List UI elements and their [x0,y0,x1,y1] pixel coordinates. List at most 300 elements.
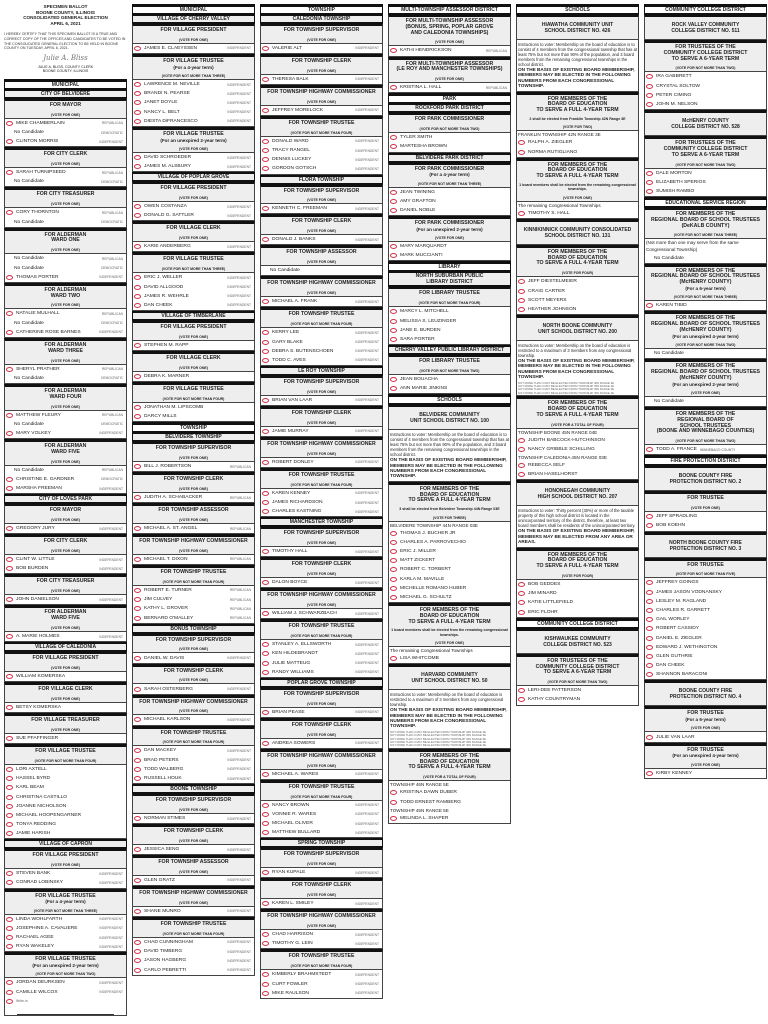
candidate-row[interactable] [517,470,638,479]
vote-oval-icon[interactable] [262,299,269,304]
vote-oval-icon[interactable] [134,847,141,852]
vote-oval-icon[interactable] [134,303,141,308]
candidate-row[interactable] [5,429,126,438]
candidate-row[interactable] [5,119,126,128]
candidate-row[interactable] [389,335,510,344]
vote-oval-icon[interactable] [6,705,13,710]
candidate-row[interactable] [133,273,254,282]
candidate-row[interactable] [645,100,766,109]
candidate-row[interactable] [5,273,126,282]
vote-oval-icon[interactable] [262,661,269,666]
candidate-row[interactable] [261,235,382,244]
vote-oval-icon[interactable] [134,405,141,410]
candidate-row[interactable] [645,732,766,741]
vote-oval-icon[interactable] [262,491,269,496]
candidate-row[interactable] [5,564,126,573]
candidate-row[interactable] [389,565,510,574]
vote-oval-icon[interactable] [518,289,525,294]
vote-oval-icon[interactable] [6,431,13,436]
candidate-row[interactable] [645,82,766,91]
vote-oval-icon[interactable] [518,211,525,216]
candidate-row[interactable] [133,117,254,126]
vote-oval-icon[interactable] [518,610,525,615]
vote-oval-icon[interactable] [134,155,141,160]
candidate-row[interactable] [261,708,382,717]
candidate-row[interactable] [261,75,382,84]
vote-oval-icon[interactable] [390,144,397,149]
vote-oval-icon[interactable] [262,148,269,153]
candidate-row[interactable] [261,328,382,337]
candidate-row[interactable] [5,915,126,924]
candidate-row[interactable] [389,242,510,251]
candidate-row[interactable] [645,578,766,587]
vote-oval-icon[interactable] [134,940,141,945]
vote-oval-icon[interactable] [390,549,397,554]
vote-oval-icon[interactable] [6,917,13,922]
vote-oval-icon[interactable] [262,77,269,82]
vote-oval-icon[interactable] [134,526,141,531]
candidate-row[interactable] [645,445,766,454]
candidate-row[interactable] [517,445,638,454]
candidate-row[interactable] [5,208,126,217]
candidate-row[interactable] [645,521,766,530]
candidate-row[interactable] [5,411,126,420]
candidate-row[interactable] [5,328,126,337]
candidate-row[interactable] [645,91,766,100]
vote-oval-icon[interactable] [518,447,525,452]
vote-oval-icon[interactable] [6,311,13,316]
vote-oval-icon[interactable] [262,670,269,675]
candidate-row[interactable] [389,593,510,602]
vote-oval-icon[interactable] [646,74,653,79]
candidate-row[interactable] [133,98,254,107]
candidate-row[interactable] [389,46,510,55]
candidate-row[interactable] [133,282,254,291]
candidate-row[interactable] [133,493,254,502]
vote-oval-icon[interactable] [262,460,269,465]
candidate-row[interactable] [389,316,510,325]
candidate-row[interactable] [133,586,254,595]
vote-oval-icon[interactable] [134,100,141,105]
candidate-row[interactable] [389,654,510,663]
vote-oval-icon[interactable] [6,880,13,885]
candidate-row[interactable] [389,556,510,565]
candidate-row[interactable] [261,578,382,587]
candidate-row[interactable] [261,739,382,748]
vote-oval-icon[interactable] [262,206,269,211]
vote-oval-icon[interactable] [646,84,653,89]
vote-oval-icon[interactable] [6,776,13,781]
candidate-row[interactable] [5,933,126,942]
candidate-row[interactable] [5,365,126,374]
vote-oval-icon[interactable] [646,599,653,604]
vote-oval-icon[interactable] [6,477,13,482]
vote-oval-icon[interactable] [6,330,13,335]
candidate-row[interactable] [261,297,382,306]
candidate-row[interactable] [389,814,510,823]
vote-oval-icon[interactable] [6,822,13,827]
vote-oval-icon[interactable] [262,772,269,777]
candidate-row[interactable] [5,703,126,712]
vote-oval-icon[interactable] [646,514,653,519]
vote-oval-icon[interactable] [6,526,13,531]
vote-oval-icon[interactable] [134,656,141,661]
vote-oval-icon[interactable] [390,531,397,536]
candidate-row[interactable] [133,947,254,956]
vote-oval-icon[interactable] [262,429,269,434]
candidate-row[interactable] [133,372,254,381]
vote-oval-icon[interactable] [262,46,269,51]
vote-oval-icon[interactable] [134,816,141,821]
vote-oval-icon[interactable] [390,135,397,140]
vote-oval-icon[interactable] [262,901,269,906]
vote-oval-icon[interactable] [6,674,13,679]
vote-oval-icon[interactable] [134,213,141,218]
vote-oval-icon[interactable] [134,909,141,914]
vote-oval-icon[interactable] [262,870,269,875]
vote-oval-icon[interactable] [134,244,141,249]
candidate-row[interactable] [645,615,766,624]
candidate-row[interactable] [133,907,254,916]
vote-oval-icon[interactable] [262,611,269,616]
candidate-row[interactable] [261,970,382,979]
candidate-row[interactable] [133,153,254,162]
candidate-row[interactable] [517,580,638,589]
candidate-row[interactable] [133,108,254,117]
vote-oval-icon[interactable] [646,102,653,107]
vote-oval-icon[interactable] [134,717,141,722]
vote-oval-icon[interactable] [6,831,13,836]
vote-oval-icon[interactable] [390,190,397,195]
candidate-row[interactable] [645,169,766,178]
candidate-row[interactable] [5,792,126,801]
vote-oval-icon[interactable] [390,577,397,582]
vote-oval-icon[interactable] [134,464,141,469]
candidate-row[interactable] [133,44,254,53]
vote-oval-icon[interactable] [518,279,525,284]
vote-oval-icon[interactable] [518,140,525,145]
vote-oval-icon[interactable] [262,803,269,808]
candidate-row[interactable] [5,672,126,681]
candidate-row[interactable] [5,309,126,318]
candidate-row[interactable] [389,788,510,797]
vote-oval-icon[interactable] [134,968,141,973]
vote-oval-icon[interactable] [262,358,269,363]
vote-oval-icon[interactable] [262,166,269,171]
candidate-row[interactable] [645,301,766,310]
candidate-row[interactable] [517,695,638,704]
candidate-row[interactable] [389,83,510,92]
candidate-row[interactable] [645,597,766,606]
candidate-row[interactable] [5,524,126,533]
vote-oval-icon[interactable] [262,941,269,946]
vote-oval-icon[interactable] [134,597,141,602]
candidate-row[interactable] [261,989,382,998]
candidate-row[interactable] [261,458,382,467]
vote-oval-icon[interactable] [518,438,525,443]
vote-oval-icon[interactable] [646,171,653,176]
candidate-row[interactable] [5,802,126,811]
vote-oval-icon[interactable] [6,935,13,940]
candidate-row[interactable] [133,774,254,783]
vote-oval-icon[interactable] [390,656,397,661]
candidate-row[interactable] [389,326,510,335]
vote-oval-icon[interactable] [646,590,653,595]
candidate-row[interactable] [261,356,382,365]
vote-oval-icon[interactable] [646,447,653,452]
candidate-row[interactable] [133,403,254,412]
vote-oval-icon[interactable] [646,93,653,98]
candidate-row[interactable] [133,613,254,622]
candidate-row[interactable] [261,507,382,516]
vote-oval-icon[interactable] [134,164,141,169]
candidate-row[interactable] [261,347,382,356]
candidate-row[interactable] [261,930,382,939]
candidate-row[interactable] [261,547,382,556]
vote-oval-icon[interactable] [134,606,141,611]
vote-oval-icon[interactable] [390,208,397,213]
candidate-row[interactable] [133,715,254,724]
vote-oval-icon[interactable] [646,645,653,650]
vote-oval-icon[interactable] [6,980,13,985]
candidate-row[interactable] [517,305,638,314]
candidate-row[interactable] [261,489,382,498]
candidate-row[interactable] [5,774,126,783]
vote-oval-icon[interactable] [134,82,141,87]
candidate-row[interactable] [645,643,766,652]
vote-oval-icon[interactable] [262,500,269,505]
vote-oval-icon[interactable] [134,687,141,692]
vote-oval-icon[interactable] [134,374,141,379]
vote-oval-icon[interactable] [262,349,269,354]
candidate-row[interactable] [261,939,382,948]
candidate-row[interactable] [261,164,382,173]
vote-oval-icon[interactable] [134,275,141,280]
vote-oval-icon[interactable] [390,595,397,600]
vote-oval-icon[interactable] [390,309,397,314]
vote-oval-icon[interactable] [262,932,269,937]
vote-oval-icon[interactable] [262,398,269,403]
candidate-row[interactable] [389,188,510,197]
vote-oval-icon[interactable] [6,804,13,809]
candidate-row[interactable] [133,89,254,98]
vote-oval-icon[interactable] [518,600,525,605]
candidate-row[interactable] [5,168,126,177]
candidate-row[interactable] [261,640,382,649]
vote-oval-icon[interactable] [646,189,653,194]
candidate-row[interactable] [389,375,510,384]
write-in-line[interactable] [17,1014,114,1015]
vote-oval-icon[interactable] [518,298,525,303]
vote-oval-icon[interactable] [390,567,397,572]
vote-oval-icon[interactable] [390,337,397,342]
vote-oval-icon[interactable] [390,377,397,382]
vote-oval-icon[interactable] [134,758,141,763]
candidate-row[interactable] [133,684,254,693]
vote-oval-icon[interactable] [134,949,141,954]
candidate-row[interactable] [5,765,126,774]
vote-oval-icon[interactable] [646,303,653,308]
candidate-row[interactable] [5,484,126,493]
candidate-row[interactable] [389,197,510,206]
candidate-row[interactable] [517,598,638,607]
vote-oval-icon[interactable] [6,139,13,144]
vote-oval-icon[interactable] [518,307,525,312]
candidate-row[interactable] [261,649,382,658]
candidate-row[interactable] [389,584,510,593]
vote-oval-icon[interactable] [646,663,653,668]
vote-oval-icon[interactable] [262,830,269,835]
candidate-row[interactable] [517,277,638,286]
candidate-row[interactable] [5,783,126,792]
vote-oval-icon[interactable] [390,328,397,333]
vote-oval-icon[interactable] [262,982,269,987]
candidate-row[interactable] [517,436,638,445]
candidate-row[interactable] [261,810,382,819]
vote-oval-icon[interactable] [6,566,13,571]
candidate-row[interactable] [389,133,510,142]
vote-oval-icon[interactable] [646,672,653,677]
candidate-row[interactable] [5,595,126,604]
candidate-row[interactable] [645,769,766,778]
candidate-row[interactable] [133,876,254,885]
vote-oval-icon[interactable] [646,771,653,776]
candidate-row[interactable] [261,899,382,908]
vote-oval-icon[interactable] [134,588,141,593]
candidate-row[interactable] [261,137,382,146]
candidate-row[interactable] [645,588,766,597]
candidate-row[interactable] [517,461,638,470]
candidate-row[interactable] [133,845,254,854]
candidate-row[interactable] [5,734,126,743]
vote-oval-icon[interactable] [134,119,141,124]
vote-oval-icon[interactable] [390,800,397,805]
candidate-row[interactable] [5,942,126,951]
candidate-row[interactable] [133,746,254,755]
vote-oval-icon[interactable] [646,654,653,659]
candidate-row[interactable] [5,878,126,887]
candidate-row[interactable] [261,819,382,828]
candidate-row[interactable] [645,187,766,196]
vote-oval-icon[interactable] [134,616,141,621]
candidate-row[interactable] [261,828,382,837]
vote-oval-icon[interactable] [6,275,13,280]
vote-oval-icon[interactable] [518,463,525,468]
candidate-row[interactable] [5,820,126,829]
vote-oval-icon[interactable] [390,85,397,90]
vote-oval-icon[interactable] [518,582,525,587]
candidate-row[interactable] [517,296,638,305]
candidate-row[interactable] [133,292,254,301]
candidate-row[interactable] [645,606,766,615]
vote-oval-icon[interactable] [646,523,653,528]
candidate-row[interactable] [517,608,638,617]
vote-oval-icon[interactable] [6,813,13,818]
vote-oval-icon[interactable] [646,636,653,641]
vote-oval-icon[interactable] [262,108,269,113]
candidate-row[interactable] [261,979,382,988]
candidate-row[interactable] [261,396,382,405]
candidate-row[interactable] [133,341,254,350]
vote-oval-icon[interactable] [6,634,13,639]
vote-oval-icon[interactable] [518,688,525,693]
vote-oval-icon[interactable] [646,608,653,613]
candidate-row[interactable] [5,475,126,484]
candidate-row[interactable] [389,538,510,547]
candidate-row[interactable] [261,155,382,164]
candidate-row[interactable] [133,653,254,662]
vote-oval-icon[interactable] [134,557,141,562]
vote-oval-icon[interactable] [390,48,397,53]
candidate-row[interactable] [133,555,254,564]
vote-oval-icon[interactable] [390,253,397,258]
candidate-row[interactable] [133,202,254,211]
vote-oval-icon[interactable] [390,558,397,563]
vote-oval-icon[interactable] [390,790,397,795]
vote-oval-icon[interactable] [134,204,141,209]
vote-oval-icon[interactable] [6,557,13,562]
vote-oval-icon[interactable] [262,710,269,715]
vote-oval-icon[interactable] [6,926,13,931]
candidate-row[interactable] [261,498,382,507]
candidate-row[interactable] [517,286,638,295]
vote-oval-icon[interactable] [6,597,13,602]
candidate-row[interactable] [133,604,254,613]
candidate-row[interactable] [261,146,382,155]
candidate-row[interactable] [645,72,766,81]
vote-oval-icon[interactable] [134,414,141,419]
vote-oval-icon[interactable] [646,617,653,622]
candidate-row[interactable] [389,251,510,260]
vote-oval-icon[interactable] [134,110,141,115]
vote-oval-icon[interactable] [6,785,13,790]
vote-oval-icon[interactable] [262,340,269,345]
vote-oval-icon[interactable] [262,821,269,826]
vote-oval-icon[interactable] [262,741,269,746]
candidate-row[interactable] [5,137,126,146]
candidate-row[interactable] [517,589,638,598]
vote-oval-icon[interactable] [134,776,141,781]
vote-oval-icon[interactable] [134,343,141,348]
candidate-row[interactable] [5,811,126,820]
vote-oval-icon[interactable] [390,319,397,324]
candidate-row[interactable] [645,633,766,642]
vote-oval-icon[interactable] [134,46,141,51]
candidate-row[interactable] [645,624,766,633]
vote-oval-icon[interactable] [262,157,269,162]
vote-oval-icon[interactable] [134,91,141,96]
candidate-row[interactable] [133,938,254,947]
candidate-row[interactable] [133,756,254,765]
vote-oval-icon[interactable] [390,586,397,591]
vote-oval-icon[interactable] [646,735,653,740]
candidate-row[interactable] [133,412,254,421]
candidate-row[interactable] [133,462,254,471]
candidate-row[interactable] [133,242,254,251]
vote-oval-icon[interactable] [6,170,13,175]
candidate-row[interactable] [5,632,126,641]
candidate-row[interactable] [261,106,382,115]
candidate-row[interactable] [133,956,254,965]
vote-oval-icon[interactable] [6,767,13,772]
candidate-row[interactable] [645,178,766,187]
candidate-row[interactable] [133,765,254,774]
candidate-row[interactable] [389,206,510,215]
candidate-row[interactable] [261,668,382,677]
candidate-row[interactable] [5,869,126,878]
candidate-row[interactable] [261,658,382,667]
write-in-row[interactable] [5,997,126,1006]
